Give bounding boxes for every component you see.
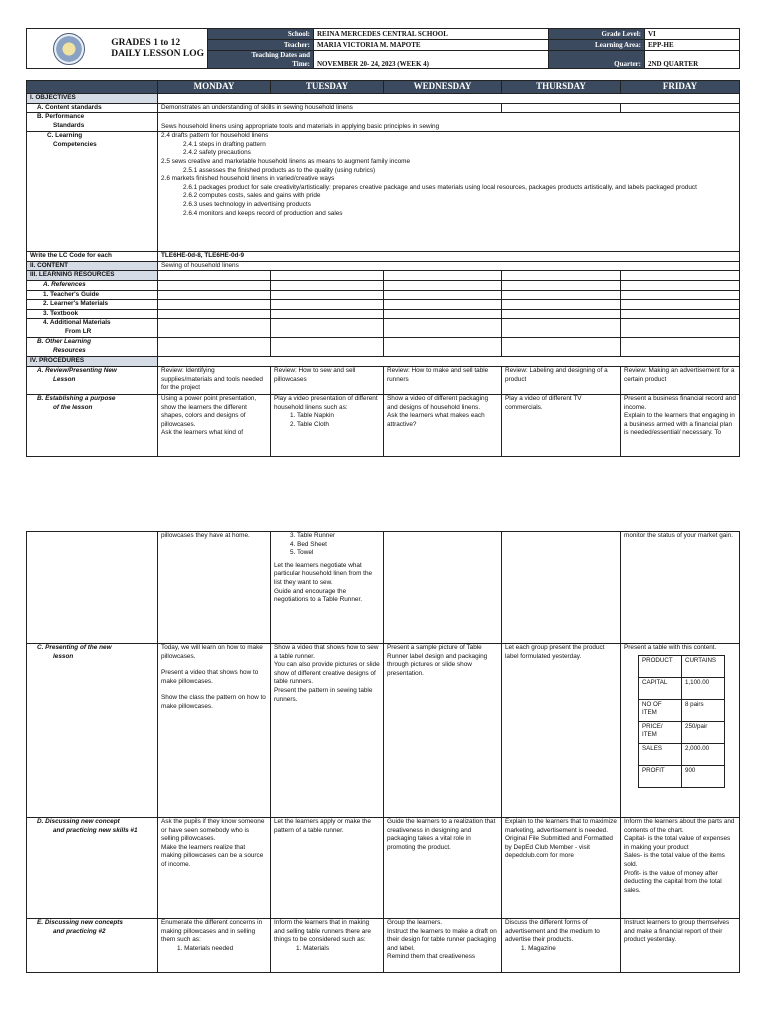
discuss1-thursday: Explain to the learners that to maximize marketing, advertisement is needed. Original File Submitted and Formatted by DepEd Club Member - visit depedclub.com for more (502, 818, 621, 919)
school-label: School: (208, 29, 314, 40)
content-standards-thu (502, 103, 621, 113)
profit-table-cell: SALES (639, 743, 682, 765)
presenting-wednesday: Present a sample picture of Table Runner label design and packaging through pictures or slide show presentation. (384, 644, 502, 818)
lesson-table-page-2 (26, 531, 740, 973)
objectives-blank (158, 94, 740, 104)
lesson-log-page-2 (26, 531, 739, 973)
profit-table-cell: PROFIT (639, 765, 682, 787)
profit-table-cell: 250/pair (682, 721, 725, 743)
purpose-label: B. Establishing a purpose of the lesson (27, 394, 158, 456)
day-friday: FRIDAY (621, 81, 740, 94)
teacher-value: MARIA VICTORIA M. MAPOTE (314, 40, 549, 51)
lesson-log-page-1 (26, 28, 739, 470)
title-line-2: DAILY LESSON LOG (111, 48, 204, 59)
profit-table-cell: PRICE/ ITEM (639, 721, 682, 743)
content-standards-text: Demonstrates an understanding of skills in sewing household linens (158, 103, 502, 113)
quarter-label: Quarter: (549, 51, 645, 69)
competencies-text (158, 132, 740, 252)
day-header-blank (27, 81, 158, 94)
competency-item: 2.6.3 uses technology in advertising products (183, 200, 311, 208)
purpose-wednesday: Show a video of different packaging and designs of household linens. Ask the learners what makes each attractive? (384, 394, 502, 456)
review-thursday: Review: Labeling and designing of a product (502, 366, 621, 394)
purpose-cont-friday: monitor the status of your market gain. (621, 532, 740, 644)
purpose-cont-tuesday: 3. Table Runner 4. Bed Sheet 5. Towel Let the learners negotiate what particular household linen from the list they want to sew. Guide and encourage the negotiations to a Table Runner. (271, 532, 384, 644)
day-wednesday: WEDNESDAY (384, 81, 502, 94)
discuss2-monday: Enumerate the different concerns in making pillowcases and in selling them such as: 1. Materials needed (158, 919, 271, 973)
profit-table-cell: NO OF ITEM (639, 699, 682, 721)
competency-item: 2.5 sews creative and marketable household linens as means to augment family income (161, 157, 411, 165)
performance-label: B. Performance Standards (27, 113, 158, 132)
review-friday: Review: Making an advertisement for a certain product (621, 366, 740, 394)
competency-item: 2.5.1 assesses the finished products as to the quality (using rubrics) (183, 166, 376, 174)
objectives-heading: I. OBJECTIVES (27, 94, 158, 104)
performance-text: Sews household linens using appropriate tools and materials in applying basic principles in sewing (158, 113, 740, 132)
teachers-guide-label: 1. Teacher's Guide (27, 290, 158, 300)
presenting-tuesday: Show a video that shows how to sew a table runner. You can also provide pictures or slide show of different creative designs of table runners. Present the pattern in sewing table runners. (271, 644, 384, 818)
competency-item: 2.6.4 monitors and keeps record of production and sales (183, 209, 343, 217)
competency-item: 2.6.2 computes costs, sales and gains with pride (183, 192, 321, 200)
lesson-table-page-1 (26, 80, 740, 457)
learners-materials-label: 2. Learner's Materials (27, 300, 158, 310)
review-label: A. Review/Presenting New Lesson (27, 366, 158, 394)
content-standards-label: A. Content standards (27, 103, 158, 113)
competencies-label: C. Learning Competencies (27, 132, 158, 252)
presenting-monday: Today, we will learn on how to make pillowcases. Present a video that shows how to make pillowcases. Show the class the pattern on how to make pillowcases. (158, 644, 271, 818)
grade-label: Grade Level: (549, 29, 645, 40)
procedures-heading: IV. PROCEDURES (27, 357, 158, 367)
competency-item: 2.6 markets finished household linens in varied/creative ways (161, 175, 335, 183)
review-wednesday: Review: How to make and sell table runners (384, 366, 502, 394)
day-thursday: THURSDAY (502, 81, 621, 94)
discuss1-tuesday: Let the learners apply or make the pattern of a table runner. (271, 818, 384, 919)
discuss1-friday: Inform the learners about the parts and contents of the chart. Capital- is the total value of expenses in making your product Sales- is the total value of the items sold. Profit- is the value of money after deducting the capital from the total sales. (621, 818, 740, 919)
discuss2-friday: Instruct learners to group themselves and make a financial report of their product yesterday. (621, 919, 740, 973)
content-standards-fri (621, 103, 740, 113)
competency-item: 2.4 drafts pattern for household linens (161, 132, 269, 140)
grade-value: VI (645, 29, 740, 40)
content-text: Sewing of household linens (158, 261, 740, 271)
discuss1-monday: Ask the pupils if they know someone or have seen somebody who is selling pillowcases. Make the learners realize that making pillowcases can be a source of income. (158, 818, 271, 919)
references-label: A. References (27, 280, 158, 290)
profit-table-cell: 1,100.00 (682, 677, 725, 699)
discuss1-wednesday: Guide the learners to a realization that creativeness in designing and packaging takes a vital role in promoting the product. (384, 818, 502, 919)
deped-seal-icon (53, 33, 85, 65)
profit-table-cell: CAPITAL (639, 677, 682, 699)
dates-value: NOVEMBER 20- 24, 2023 (WEEK 4) (314, 51, 549, 69)
other-resources-label: B. Other Learning Resources (27, 338, 158, 357)
lc-code-label: Write the LC Code for each (27, 252, 158, 262)
quarter-value: 2ND QUARTER (645, 51, 740, 69)
profit-table-cell: CURTAINS (682, 655, 725, 677)
title-block (27, 29, 208, 69)
school-value: REINA MERCEDES CENTRAL SCHOOL (314, 29, 549, 40)
purpose-thursday: Play a video of different TV commercials. (502, 394, 621, 456)
review-tuesday: Review: How to sew and sell pillowcases (271, 366, 384, 394)
day-tuesday: TUESDAY (271, 81, 384, 94)
purpose-cont-label (27, 532, 158, 644)
review-monday: Review: Identifying supplies/materials and tools needed for the project (158, 366, 271, 394)
competency-item: 2.4.2 safety precautions (183, 149, 251, 157)
competency-item: 2.6.1 packages product for sale creativity/artistically: prepares creative package and uses materials using local resources, packages products artistically, and labels packaged product (183, 183, 697, 191)
profit-table-cell: 2,000.00 (682, 743, 725, 765)
area-label: Learning Area: (549, 40, 645, 51)
discuss2-label: E. Discussing new concepts and practicing #2 (27, 919, 158, 973)
textbook-label: 3. Textbook (27, 309, 158, 319)
profit-table-cell: 8 pairs (682, 699, 725, 721)
day-monday: MONDAY (158, 81, 271, 94)
day-header-row (27, 81, 740, 94)
purpose-cont-wednesday (384, 532, 502, 644)
discuss1-label: D. Discussing new concept and practicing new skills #1 (27, 818, 158, 919)
content-heading: II. CONTENT (27, 261, 158, 271)
profit-table (638, 655, 725, 788)
header-table (26, 28, 740, 69)
resources-heading: III. LEARNING RESOURCES (27, 271, 158, 281)
presenting-label: C. Presenting of the new lesson (27, 644, 158, 818)
purpose-cont-monday: pillowcases they have at home. (158, 532, 271, 644)
discuss2-wednesday: Group the learners. Instruct the learners to make a draft on their design for table runner packaging and label. Remind them that creativeness (384, 919, 502, 973)
additional-materials-label: 4. Additional Materials From LR (27, 319, 158, 338)
discuss2-thursday: Discuss the different forms of advertisement and the medium to advertise their products. 1. Magazine (502, 919, 621, 973)
discuss2-tuesday: Inform the learners that in making and selling table runners there are things to be considered such as: 1. Materials (271, 919, 384, 973)
title-line-1: GRADES 1 to 12 (111, 37, 181, 48)
purpose-tuesday: Play a video presentation of different household linens such as: 1. Table Napkin 2. Table Cloth (271, 394, 384, 456)
purpose-monday: Using a power point presentation, show the learners the different shapes, colors and designs of pillowcases. Ask the learners what kind of (158, 394, 271, 456)
purpose-cont-thursday (502, 532, 621, 644)
teacher-label: Teacher: (208, 40, 314, 51)
presenting-friday: Present a table with this content. PRODUCT CURTAINS CAPITAL 1,100.00 NO OF ITEM 8 pairs PRICE/ ITEM 250/pair SALES 2,000.00 PROFIT 900 (621, 644, 740, 818)
profit-table-cell: 900 (682, 765, 725, 787)
area-value: EPP-HE (645, 40, 740, 51)
profit-table-cell: PRODUCT (639, 655, 682, 677)
purpose-friday: Present a business financial record and income. Explain to the learners that engaging in a business armed with a financial plan is needed/essential/ necessary. To (621, 394, 740, 456)
presenting-thursday: Let each group present the product label formulated yesterday. (502, 644, 621, 818)
competency-item: 2.4.1 steps in drafting pattern (183, 140, 266, 148)
lc-code-value: TLE6HE-0d-8, TLE6HE-0d-9 (158, 252, 740, 262)
dates-label: Teaching Dates and Time: (208, 51, 314, 69)
